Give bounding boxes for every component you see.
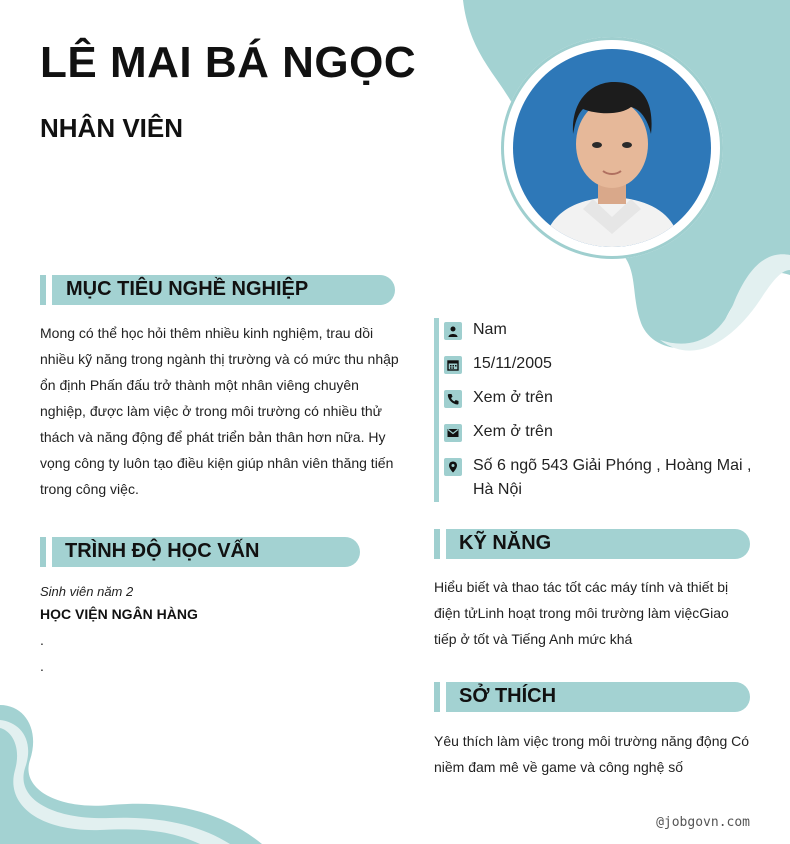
info-birthday: 15/11/2005 xyxy=(473,355,552,372)
objective-header xyxy=(40,275,395,305)
mail-icon xyxy=(444,424,462,442)
info-phone-row xyxy=(444,386,764,410)
info-email-row xyxy=(444,420,764,444)
personal-info xyxy=(434,318,764,502)
info-gender-row xyxy=(444,318,764,342)
hobbies-title: SỞ THÍCH xyxy=(459,685,557,707)
hobbies-text: Yêu thích làm việc trong môi trường năng động Có niềm đam mê về game và công nghệ số xyxy=(434,733,750,775)
info-address-row xyxy=(444,454,764,502)
skills-title: KỸ NĂNG xyxy=(459,532,552,554)
person-icon xyxy=(444,322,462,340)
education-school: HỌC VIỆN NGÂN HÀNG xyxy=(40,606,198,622)
info-email: Xem ở trên xyxy=(473,423,553,440)
info-birthday-row xyxy=(444,352,764,376)
watermark: @jobgovn.com xyxy=(656,815,750,830)
portrait-photo xyxy=(513,49,711,247)
info-phone: Xem ở trên xyxy=(473,389,553,406)
objective-title: MỤC TIÊU NGHỀ NGHIỆP xyxy=(66,278,309,300)
skills-header xyxy=(434,529,750,559)
info-address: Số 6 ngõ 543 Giải Phóng , Hoàng Mai , Hà Nội xyxy=(473,457,752,498)
calendar-icon xyxy=(444,356,462,374)
phone-icon xyxy=(444,390,462,408)
skills-text: Hiểu biết và thao tác tốt các máy tính và thiết bị điện tửLinh hoạt trong môi trường làm việcGiao tiếp ở tốt và Tiếng Anh mức khá xyxy=(434,579,729,647)
hobbies-header xyxy=(434,682,750,712)
education-header xyxy=(40,537,360,567)
avatar xyxy=(513,49,711,247)
education-title: TRÌNH ĐỘ HỌC VẤN xyxy=(65,540,260,562)
info-gender: Nam xyxy=(473,321,507,338)
education-note: Sinh viên năm 2 xyxy=(40,584,134,599)
education-line-1: . xyxy=(40,632,44,648)
education-line-2: . xyxy=(40,658,44,674)
candidate-name: LÊ MAI BÁ NGỌC xyxy=(40,38,417,87)
location-icon xyxy=(444,458,462,476)
objective-text: Mong có thể học hỏi thêm nhiều kinh nghiệm, trau dồi nhiều kỹ năng trong ngành thị trường và có mức thu nhập ổn định Phấn đấu trở thành một nhân viêng chuyên nghiệp, được làm việc ở trong môi trường có nhiều thử thách và năng động để phát triển bản thân hơn nữa. Hy vọng công ty luôn tạo điều kiện giúp nhân viên thăng tiến trong công việc. xyxy=(40,325,399,497)
job-title: NHÂN VIÊN xyxy=(40,113,184,143)
